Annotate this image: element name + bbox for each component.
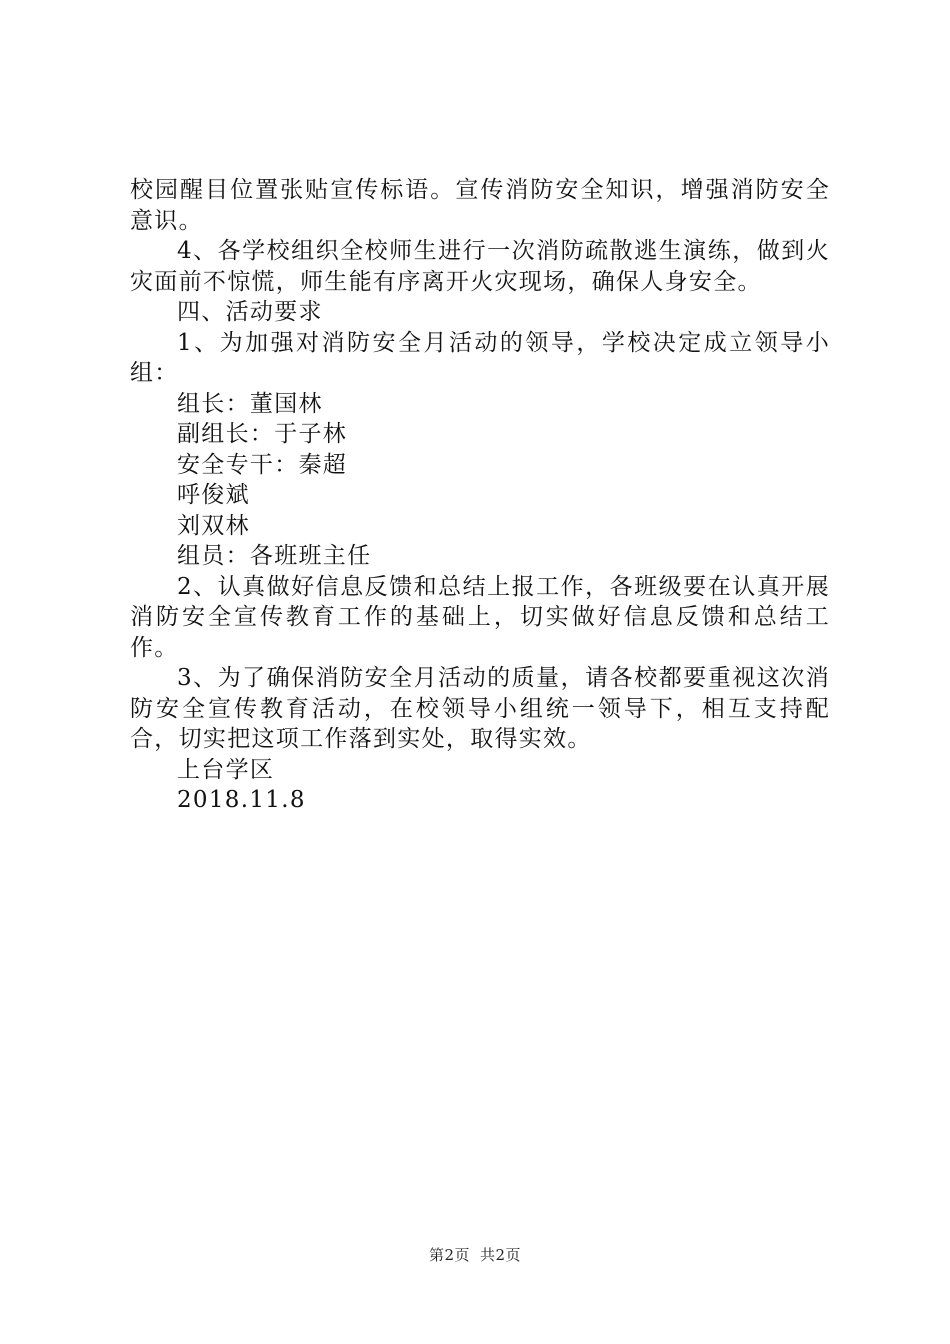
- section-heading-requirements: 四、活动要求: [177, 299, 323, 325]
- member-name-line: 刘双林: [177, 512, 250, 539]
- signature-date: 2018.11.8: [177, 787, 306, 813]
- page-total: 共2页: [480, 1246, 522, 1264]
- signature-organization: 上台学区: [177, 756, 275, 783]
- safety-officer-line: 安全专干：秦超: [177, 451, 348, 478]
- deputy-leader-line: 副组长：于子林: [177, 421, 348, 447]
- paragraph-item-2: 2、认真做好信息反馈和总结上报工作，各班级要在认真开展消防安全宣传教育工作的基础上，切实做好信息反馈和总结工作。: [130, 573, 830, 661]
- paragraph-item-1: 1、为加强对消防安全月活动的领导，学校决定成立领导小组：: [130, 329, 830, 386]
- paragraph-item-4: 4、各学校组织全校师生进行一次消防疏散逃生演练，做到火灾面前不惊慌，师生能有序离开火灾现场，确保人身安全。: [130, 238, 830, 295]
- members-line: 组员：各班班主任: [177, 543, 372, 569]
- page-number: 第2页: [428, 1246, 470, 1264]
- page-footer: [0, 1244, 950, 1265]
- member-name-line: 呼俊斌: [177, 482, 250, 508]
- paragraph-continuation: 校园醒目位置张贴宣传标语。宣传消防安全知识，增强消防安全意识。: [130, 177, 830, 234]
- paragraph-item-3: 3、为了确保消防安全月活动的质量，请各校都要重视这次消防安全宣传教育活动，在校领导小组统一领导下，相互支持配合，切实把这项工作落到实处，取得实效。: [130, 665, 830, 752]
- leader-line: 组长：董国林: [177, 390, 323, 417]
- document-body: [130, 175, 830, 816]
